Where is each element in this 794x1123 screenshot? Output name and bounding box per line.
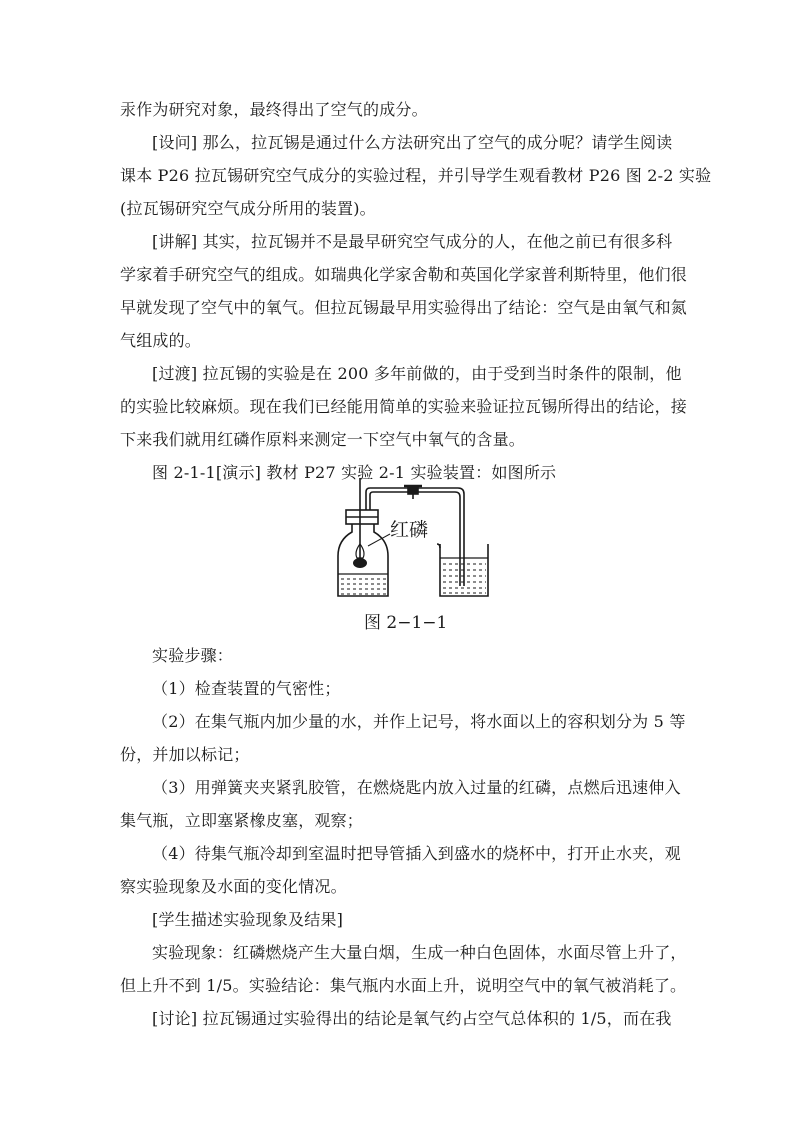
text-line: [讨论] 拉瓦锡通过实验得出的结论是氧气约占空气总体积的 1/5，而在我 (152, 1009, 672, 1028)
red-phosphorus-label: 红磷 (390, 519, 429, 541)
text-line: 集气瓶，立即塞紧橡皮塞，观察； (120, 811, 364, 830)
delivery-tube (366, 488, 464, 586)
text-line: 下来我们就用红磷作原料来测定一下空气中氧气的含量。 (120, 430, 526, 449)
rubber-stopper (346, 510, 378, 524)
text-line: 气组成的。 (120, 331, 202, 350)
text-line: 实验步骤： (152, 646, 234, 665)
text-line: 的实验比较麻烦。现在我们已经能用简单的实验来验证拉瓦锡所得出的结论，接 (120, 397, 688, 416)
figure-intro-line: 图 2-1-1[演示] 教材 P27 实验 2-1 实验装置：如图所示 (152, 463, 557, 482)
text-line: [学生描述实验现象及结果] (152, 910, 344, 929)
spring-clamp (408, 486, 418, 494)
text-line: 但上升不到 1/5。实验结论：集气瓶内水面上升，说明空气中的氧气被消耗了。 (120, 976, 687, 995)
text-line: 学家着手研究空气的组成。如瑞典化学家舍勒和英国化学家普利斯特里，他们很 (120, 265, 688, 284)
beaker (440, 544, 488, 596)
text-line: 汞作为研究对象，最终得出了空气的成分。 (120, 100, 428, 119)
text-line: （4）待集气瓶冷却到室温时把导管插入到盛水的烧杯中，打开止水夹，观 (152, 844, 681, 863)
text-line: （2）在集气瓶内加少量的水，并作上记号，将水面以上的容积划分为 5 等 (152, 712, 686, 731)
red-phosphorus (353, 558, 367, 568)
text-line: （1）检查装置的气密性； (152, 679, 341, 698)
text-line: (拉瓦锡研究空气成分所用的装置)。 (120, 199, 376, 218)
text-line: 实验现象：红磷燃烧产生大量白烟，生成一种白色固体，水面尽管上升了， (152, 943, 687, 962)
figure-caption: 图 2−1−1 (364, 613, 448, 633)
gas-bottle (338, 524, 388, 596)
text-line: 课本 P26 拉瓦锡研究空气成分的实验过程，并引导学生观看教材 P26 图 2-2 实验 (120, 166, 712, 185)
text-line: 察实验现象及水面的变化情况。 (120, 877, 347, 896)
text-line: [过渡] 拉瓦锡的实验是在 200 多年前做的，由于受到当时条件的限制，他 (152, 364, 682, 383)
text-line: [设问] 那么，拉瓦锡是通过什么方法研究出了空气的成分呢？请学生阅读 (152, 133, 673, 152)
text-line: 早就发现了空气中的氧气。但拉瓦锡最早用实验得出了结论：空气是由氧气和氮 (120, 298, 688, 317)
flame (356, 544, 364, 558)
text-line: 份，并加以标记； (120, 745, 250, 764)
text-line: （3）用弹簧夹夹紧乳胶管，在燃烧匙内放入过量的红磷，点燃后迅速伸入 (152, 778, 681, 797)
text-line: [讲解] 其实，拉瓦锡并不是最早研究空气成分的人，在他之前已有很多科 (152, 232, 673, 251)
